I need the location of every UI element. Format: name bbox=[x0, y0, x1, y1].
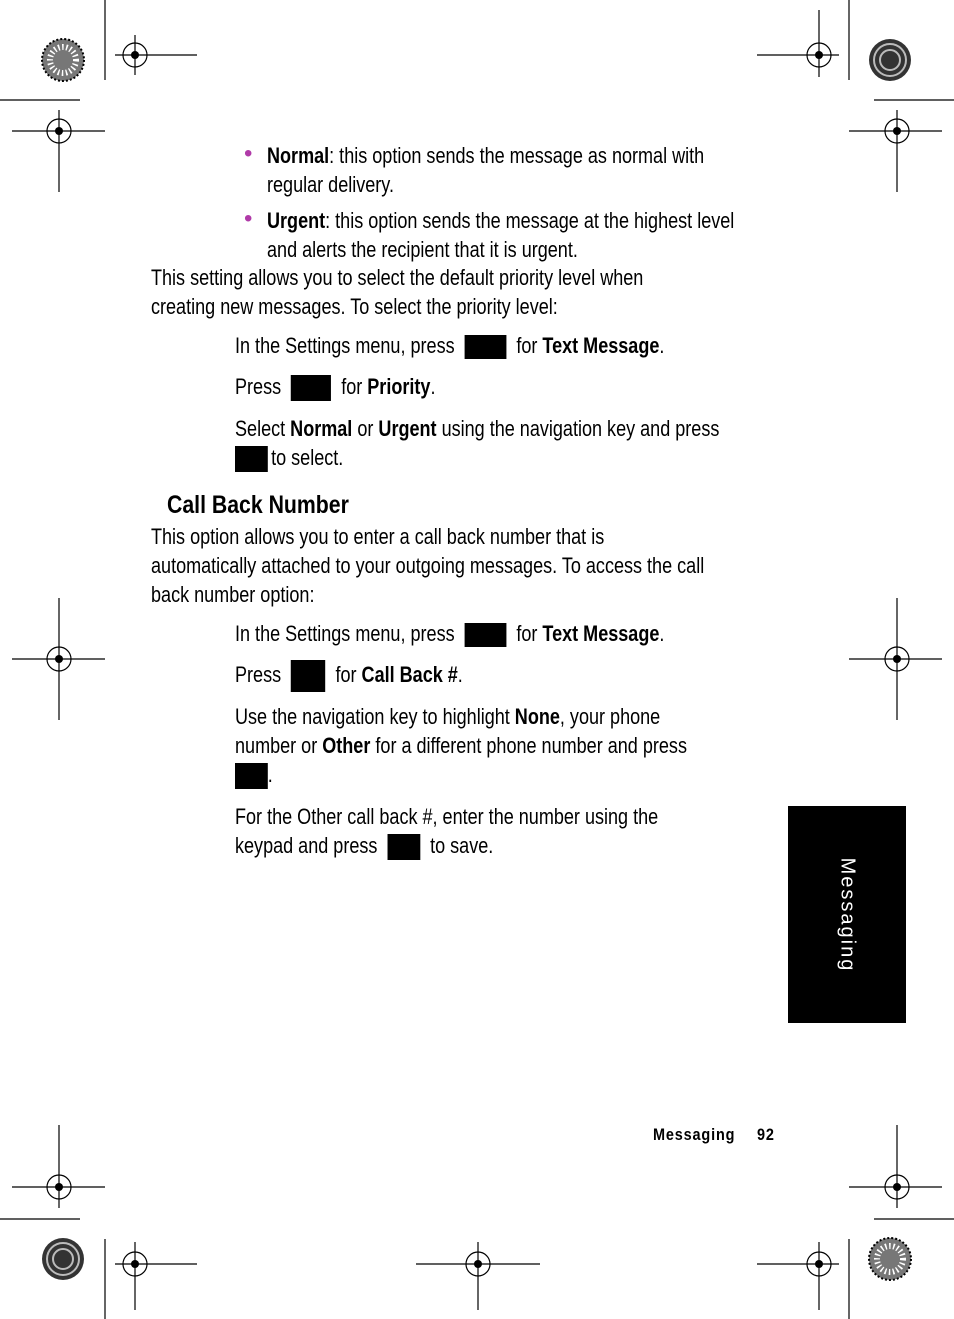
bullet-normal: Normal: this option sends the message as normal with regular delivery. bbox=[267, 143, 705, 197]
bullet-dot: • bbox=[244, 140, 253, 167]
ok-key-icon bbox=[235, 763, 268, 789]
callback-step-2: Press for Call Back #. bbox=[235, 660, 463, 692]
callback-intro: This option allows you to enter a call back number that is automatically attached to your outgoing messages. To access the call back number option: bbox=[151, 524, 705, 607]
chapter-side-tab bbox=[788, 806, 906, 1023]
term-normal: Normal bbox=[267, 143, 330, 168]
bullet-dot: • bbox=[244, 205, 253, 232]
section-heading: Call Back Number bbox=[167, 491, 349, 519]
chapter-tab-label: Messaging bbox=[836, 857, 859, 972]
callback-step-4: For the Other call back #, enter the number using the keypad and press to save. bbox=[235, 802, 658, 860]
term-urgent: Urgent bbox=[267, 208, 326, 233]
menu-key-icon bbox=[465, 623, 507, 647]
page-number: 92 bbox=[756, 1125, 775, 1144]
ok-key-icon bbox=[235, 446, 268, 472]
priority-step-2: Press for Priority. bbox=[235, 372, 435, 401]
priority-step-3: Select Normal or Urgent using the navigation key and press to select. bbox=[235, 414, 719, 472]
page-footer bbox=[653, 1125, 775, 1145]
footer-section: Messaging bbox=[653, 1125, 736, 1144]
menu-key-icon bbox=[465, 335, 507, 359]
ok-key-icon bbox=[387, 834, 420, 860]
priority-step-1: In the Settings menu, press for Text Message. bbox=[235, 333, 665, 358]
bullet-urgent: Urgent: this option sends the message at the highest level and alerts the recipient that it is urgent. bbox=[267, 208, 735, 262]
callback-step-3: Use the navigation key to highlight None, your phone number or Other for a different phone number and press . bbox=[235, 702, 687, 789]
priority-intro: This setting allows you to select the default priority level when creating new messages. To select the priority level: bbox=[151, 265, 644, 319]
menu-key-icon bbox=[291, 660, 325, 692]
callback-step-1: In the Settings menu, press for Text Message. bbox=[235, 621, 665, 646]
menu-key-icon bbox=[291, 375, 331, 401]
